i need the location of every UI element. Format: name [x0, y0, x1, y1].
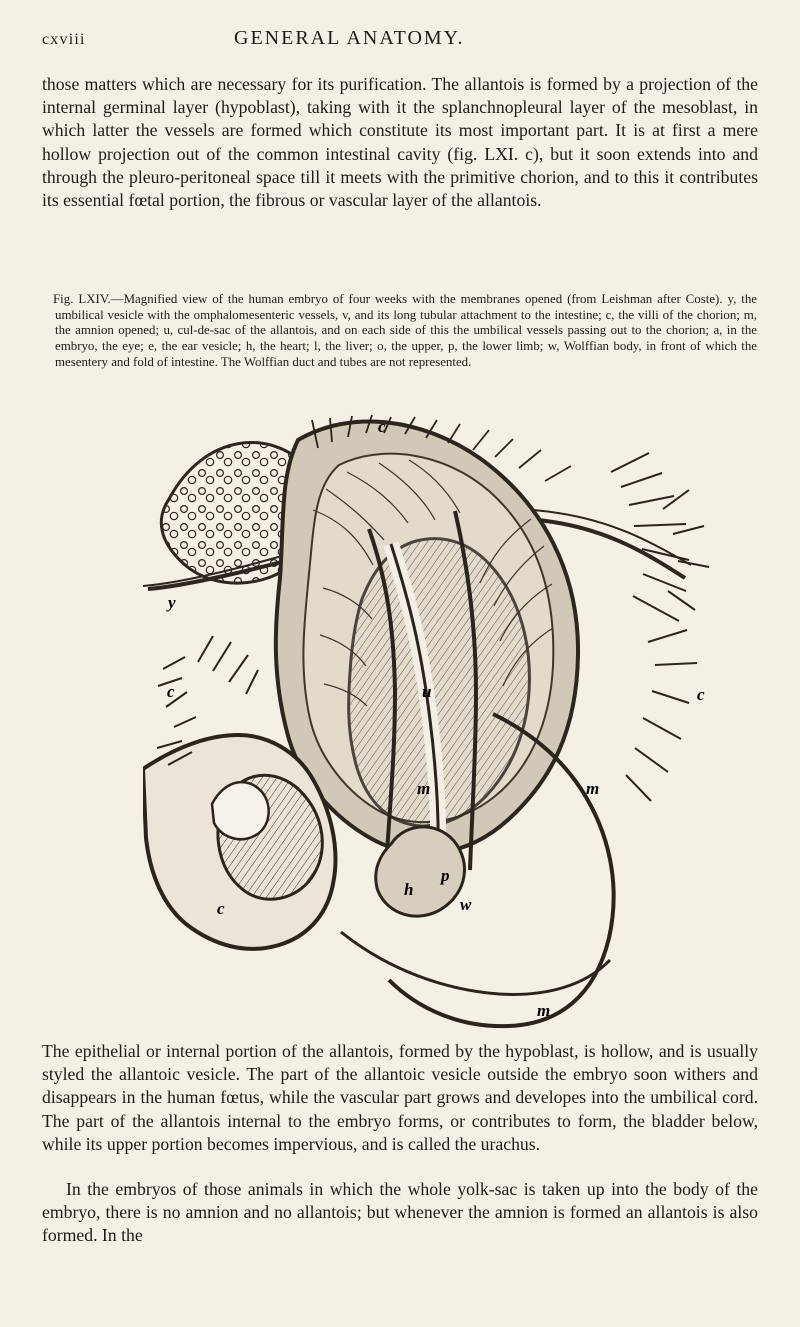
label-u: u	[422, 682, 432, 701]
label-y: y	[168, 593, 176, 612]
figure-caption: Fig. LXIV.—Magnified view of the human embryo of four weeks with the membranes opened (from Leishman after Coste). y, the umbilical vesicle with the omphalomesenteric vessels, v, and its long tubular attachment to the intestine; c, the villi of the chorion; m, the amnion opened; u, cul-de-sac of the allantois, and on each side of this the umbilical vessels passing out to the chorion; a, in the embryo, the eye; e, the ear vesicle; h, the heart; l, the liver; o, the upper, p, the lower limb; w, Wolffian body, in front of which the mesentery and fold of intestine. The Wolffian duct and tubes are not represented.	[53, 292, 757, 369]
eye-vesicle	[212, 782, 269, 839]
label-c-right: c	[697, 685, 705, 704]
body-paragraph-3: In the embryos of those animals in which the whole yolk-sac is taken up into the body of the embryo, there is no amnion and no allantois; but whenever the amnion is formed an allantois is also formed. In the	[42, 1179, 758, 1246]
label-m-right: m	[586, 779, 600, 798]
label-h: h	[404, 880, 414, 899]
label-c-top: c	[378, 417, 386, 436]
label-p: p	[441, 866, 450, 885]
embryo-engraving	[143, 414, 718, 1029]
label-c-bottom-left: c	[217, 899, 225, 918]
label-m-bottom: m	[537, 1001, 551, 1020]
embryo-illustration	[143, 414, 718, 1029]
body-paragraph-1: those matters which are necessary for its purification. The allantois is formed by a projection of the internal germinal layer (hypoblast), taking with it the splanchnopleural layer of the mesoblast, in which latter the vessels are formed which constitute its most important part. It is at first a mere hollow projection out of the common intestinal cavity (fig. LXI. c), but it soon extends into and through the pleuro-peritoneal space till it meets with the primitive chorion, and to this it contributes its essential fœtal portion, the fibrous or vascular layer of the allantois.	[42, 74, 758, 211]
label-c-left: c	[167, 682, 175, 701]
label-w: w	[460, 895, 472, 914]
page-number: cxviii	[42, 31, 86, 48]
running-title: GENERAL ANATOMY.	[234, 27, 465, 49]
label-m-center: m	[417, 779, 431, 798]
body-paragraph-2: The epithelial or internal portion of the allantois, formed by the hypoblast, is hollow, and is usually styled the allantoic vesicle. The part of the allantoic vesicle outside the embryo soon withers and disappears in the human fœtus, while the vascular part grows and developes into the umbilical cord. The part of the allantois internal to the embryo forms, or contributes to form, the bladder below, while its upper portion becomes impervious, and is called the urachus.	[42, 1041, 758, 1154]
page-header	[42, 24, 758, 56]
